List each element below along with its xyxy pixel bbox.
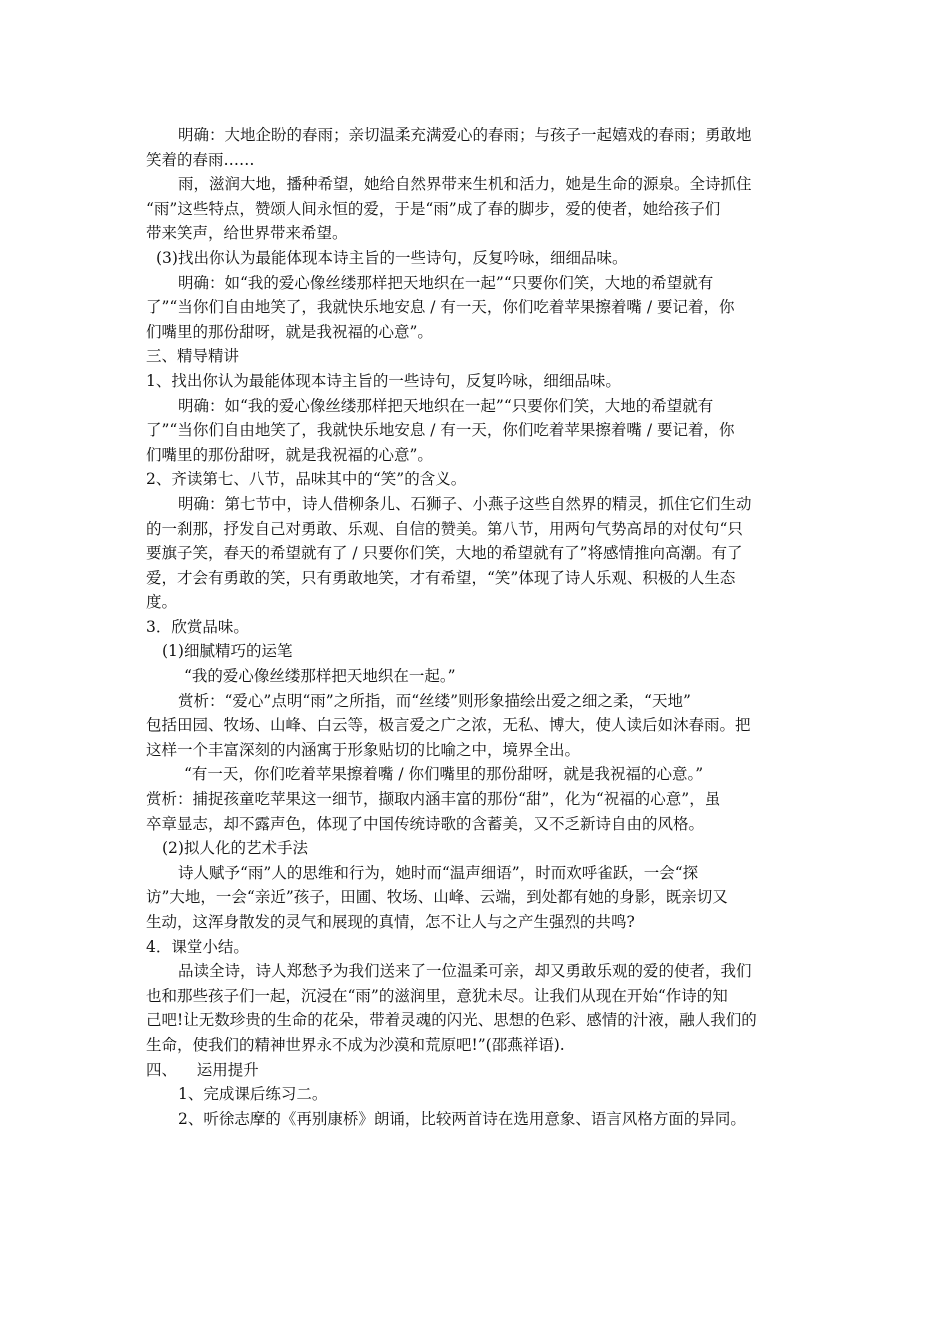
text-line: 们嘴里的那份甜呀，就是我祝福的心意”。 (146, 322, 433, 341)
text-line: 明确：大地企盼的春雨；亲切温柔充满爱心的春雨；与孩子一起嬉戏的春雨；勇敢地 (178, 126, 752, 144)
text-line: “有一天，你们吃着苹果擦着嘴 / 你们嘴里的那份甜呀，就是我祝福的心意。” (184, 765, 704, 784)
text-line: 诗人赋予“雨”人的思维和行为，她时而“温声细语”，时而欢呼雀跃，一会“探 (178, 863, 699, 882)
text-line: 赏析：“爱心”点明“雨”之所指，而“丝缕”则形象描绘出爱之细之柔，“天地” (178, 691, 691, 710)
text-line: 明确：第七节中，诗人借柳条儿、石狮子、小燕子这些自然界的精灵，抓住它们生动 (178, 494, 752, 513)
text-line: 笑着的春雨…… (146, 150, 255, 169)
text-line: (2)拟人化的艺术手法 (162, 839, 308, 858)
text-line: 访”大地，一会“亲近”孩子，田圃、牧场、山峰、云端，到处都有她的身影，既亲切又 (146, 888, 728, 907)
text-line: 的一刹那，抒发自己对勇敢、乐观、自信的赞美。第八节，用两句气势高昂的对仗句“只 (146, 519, 743, 538)
text-line: 度。 (146, 593, 178, 612)
text-line: (1)细腻精巧的运笔 (162, 642, 293, 661)
text-line: 了”“当你们自由地笑了，我就快乐地安息 / 有一天，你们吃着苹果擦着嘴 / 要记着，你 (146, 298, 735, 317)
text-line: 爱，才会有勇敢的笑，只有勇敢地笑，才有希望，“笑”体现了诗人乐观、积极的人生态 (146, 568, 736, 587)
text-line: 赏析：捕捉孩童吃苹果这一细节，撷取内涵丰富的那份“甜”，化为“祝福的心意”，虽 (146, 790, 721, 809)
text-line: (3)找出你认为最能体现本诗主旨的一些诗句，反复吟咏，细细品味。 (156, 248, 628, 267)
document-body (146, 123, 810, 1131)
text-line: 四、 运用提升 (146, 1060, 259, 1079)
text-line: 己吧!让无数珍贵的生命的花朵，带着灵魂的闪光、思想的色彩、感情的汁液，融人我们的 (146, 1011, 757, 1030)
text-line: 4．课堂小结。 (146, 937, 249, 956)
text-line: 带来笑声，给世界带来希望。 (146, 224, 348, 243)
text-line: 生动，这浑身散发的灵气和展现的真情，怎不让人与之产生强烈的共鸣? (146, 913, 635, 931)
text-line: 包括田园、牧场、山峰、白云等，极言爱之广之浓，无私、博大，使人读后如沐春雨。把 (146, 716, 751, 735)
text-line: 品读全诗，诗人郑愁予为我们送来了一位温柔可亲，却又勇敢乐观的爱的使者，我们 (178, 962, 752, 981)
text-line: 3．欣赏品味。 (146, 617, 249, 636)
text-line: 卒章显志，却不露声色，体现了中国传统诗歌的含蓄美，又不乏新诗自由的风格。 (146, 814, 705, 833)
text-line: 要旗子笑，春天的希望就有了 / 只要你们笑，大地的希望就有了”将感情推向高潮。有了 (146, 544, 743, 563)
text-line: 雨，滋润大地，播种希望，她给自然界带来生机和活力，她是生命的源泉。全诗抓住 (178, 175, 752, 194)
text-line: “我的爱心像丝缕那样把天地织在一起。” (184, 667, 456, 686)
text-line: 们嘴里的那份甜呀，就是我祝福的心意”。 (146, 445, 433, 464)
text-line: 也和那些孩子们一起，沉浸在“雨”的滋润里，意犹未尽。让我们从现在开始“作诗的知 (146, 986, 728, 1005)
text-line: 1、完成课后练习二。 (178, 1085, 328, 1104)
text-line: “雨”这些特点，赞颂人间永恒的爱，于是“雨”成了春的脚步，爱的使者，她给孩子们 (146, 199, 721, 218)
text-line: 了”“当你们自由地笑了，我就快乐地安息 / 有一天，你们吃着苹果擦着嘴 / 要记着，你 (146, 421, 735, 440)
text-line: 明确：如“我的爱心像丝缕那样把天地织在一起”“只要你们笑，大地的希望就有 (178, 396, 714, 415)
text-line: 1、找出你认为最能体现本诗主旨的一些诗句，反复吟咏，细细品味。 (146, 371, 621, 390)
text-line: 2、听徐志摩的《再别康桥》朗诵，比较两首诗在选用意象、语言风格方面的异同。 (178, 1109, 746, 1128)
text-line: 2、齐读第七、八节，品味其中的“笑”的含义。 (146, 470, 467, 489)
text-line: 三、精导精讲 (146, 347, 240, 366)
text-line: 生命，使我们的精神世界永不成为沙漠和荒原吧!”(邵燕祥语). (146, 1035, 565, 1054)
text-line: 明确：如“我的爱心像丝缕那样把天地织在一起”“只要你们笑，大地的希望就有 (178, 273, 714, 292)
text-line: 这样一个丰富深刻的内涵寓于形象贴切的比喻之中，境界全出。 (146, 740, 581, 759)
